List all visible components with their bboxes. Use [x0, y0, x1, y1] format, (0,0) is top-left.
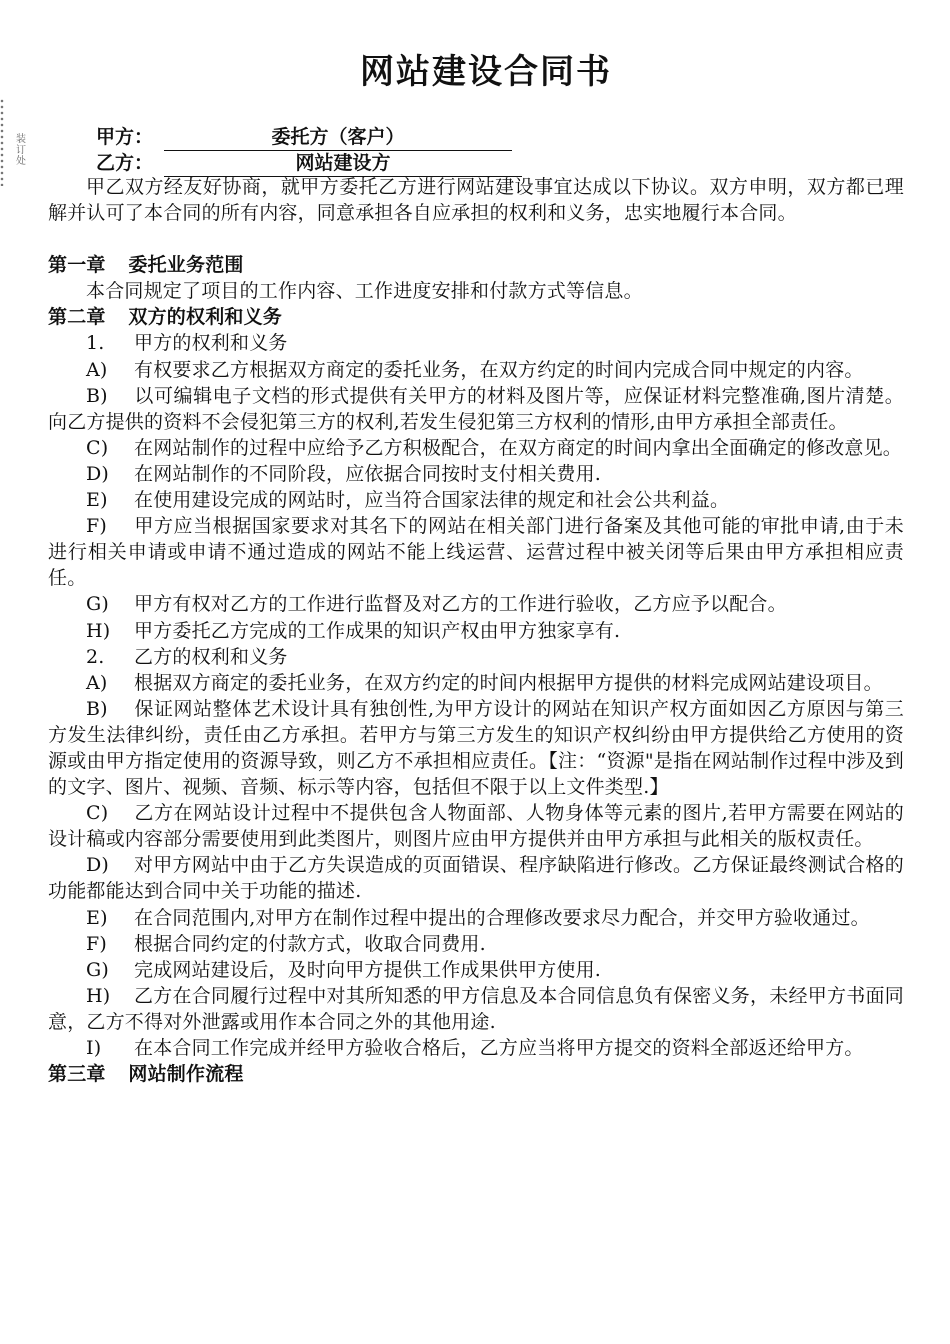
chapter-1-text: 本合同规定了项目的工作内容、工作进度安排和付款方式等信息。: [86, 280, 643, 303]
clause-a-e: [48, 487, 904, 513]
chapter-3-number: 第三章: [48, 1063, 106, 1086]
clause-mark: H): [86, 619, 111, 642]
clause-a-h: [48, 618, 904, 644]
document-title: 网站建设合同书: [360, 52, 612, 92]
clause-text: 在网站制作的不同阶段，应依据合同按时支付相关费用.: [134, 462, 602, 485]
clause-b-d: [48, 852, 904, 904]
clause-text: 有权要求乙方根据双方商定的委托业务，在双方约定的时间内完成合同中规定的内容。: [134, 358, 864, 381]
clause-mark: B): [86, 384, 108, 407]
clause-text: 根据合同约定的付款方式，收取合同费用.: [134, 932, 486, 955]
chapter-2-heading: [48, 304, 904, 330]
chapter-3-title: 网站制作流程: [128, 1063, 244, 1086]
party-b-label: 乙方：: [96, 152, 154, 174]
clause-text: 以可编辑电子文档的形式提供有关甲方的材料及图片等，应保证材料完整准确,图片清楚。向乙方提供的资料不会侵犯第三方的权利,若发生侵犯第三方权利的情形,由甲方承担全部责任。: [48, 384, 904, 433]
chapter-1-title: 委托业务范围: [128, 254, 244, 277]
clause-a-f: [48, 513, 904, 591]
clause-text: 根据双方商定的委托业务，在双方约定的时间内根据甲方提供的材料完成网站建设项目。: [134, 671, 883, 694]
party-a-value: 委托方（客户）: [164, 124, 512, 151]
clause-text: 对甲方网站中由于乙方失误造成的页面错误、程序缺陷进行修改。乙方保证最终测试合格的功能都能达到合同中关于功能的描述.: [48, 854, 904, 903]
chapter-1-heading: [48, 252, 904, 278]
section-2-2-title: 乙方的权利和义务: [134, 645, 288, 668]
clause-text: 甲方有权对乙方的工作进行监督及对乙方的工作进行验收，乙方应予以配合。: [134, 593, 787, 616]
section-2-1-title: 甲方的权利和义务: [134, 332, 288, 355]
chapter-3-heading: [48, 1061, 904, 1087]
clause-text: 在本合同工作完成并经甲方验收合格后，乙方应当将甲方提交的资料全部返还给甲方。: [134, 1037, 864, 1059]
clause-mark: G): [86, 593, 109, 616]
clause-mark: A): [86, 358, 108, 381]
clause-mark: C): [86, 436, 109, 459]
clause-mark: H): [86, 984, 111, 1007]
clause-mark: C): [86, 802, 109, 825]
party-b-value: 网站建设方: [164, 150, 522, 177]
clause-b-h: [48, 983, 904, 1035]
clause-b-a: [48, 670, 904, 696]
chapter-1-number: 第一章: [48, 254, 106, 277]
clause-b-c: [48, 800, 904, 852]
clause-text: 完成网站建设后，及时向甲方提供工作成果供甲方使用.: [134, 958, 602, 981]
clause-mark: D): [86, 854, 110, 877]
clause-text: 在网站制作的过程中应给予乙方积极配合，在双方商定的时间内拿出全面确定的修改意见。: [134, 436, 903, 459]
clause-mark: B): [86, 697, 108, 720]
party-a-line: [96, 124, 405, 150]
clause-mark: F): [86, 515, 107, 538]
party-b-line: [96, 150, 391, 176]
clause-b-e: [48, 905, 904, 931]
clause-text: 在使用建设完成的网站时，应当符合国家法律的规定和社会公共利益。: [134, 489, 730, 512]
chapter-2-title: 双方的权利和义务: [128, 306, 283, 329]
clause-text: 甲方应当根据国家要求对其名下的网站在相关部门进行备案及其他可能的审批申请,由于未进行相关申请或申请不通过造成的网站不能上线运营、运营过程中被关闭等后果由甲方承担相应责任。: [48, 515, 904, 590]
clause-b-g: [48, 957, 904, 983]
clause-mark: I): [86, 1037, 102, 1059]
section-2-1: [48, 330, 904, 356]
contract-body: [48, 174, 904, 1087]
chapter-2-number: 第二章: [48, 306, 106, 329]
clause-mark: A): [86, 671, 108, 694]
clause-text: 乙方在合同履行过程中对其所知悉的甲方信息及本合同信息负有保密义务，未经甲方书面同意，乙方不得对外泄露或用作本合同之外的其他用途.: [48, 984, 904, 1033]
clause-b-f: [48, 931, 904, 957]
preamble: 甲乙双方经友好协商，就甲方委托乙方进行网站建设事宜达成以下协议。双方申明，双方都已理解并认可了本合同的所有内容，同意承担各自应承担的权利和义务，忠实地履行本合同。: [48, 176, 904, 225]
clause-mark: D): [86, 462, 110, 485]
clause-mark: E): [86, 906, 108, 929]
clause-mark: F): [86, 932, 107, 955]
clause-b-i: [48, 1035, 904, 1061]
clause-text: 保证网站整体艺术设计具有独创性,为甲方设计的网站在知识产权方面如因乙方原因与第三方发生法律纠纷，责任由乙方承担。若甲方与第三方发生的知识产权纠纷由甲方提供给乙方使用的资源或由甲方指定使用的资源导致，则乙方不承担相应责任。【注：“资源"是指在网站制作过程中涉及到的文字、图片、视频、音频、标示等内容，包括但不限于以上文件类型.】: [48, 697, 904, 799]
clause-mark: E): [86, 489, 108, 512]
clause-b-b: [48, 696, 904, 800]
clause-a-g: [48, 591, 904, 617]
clause-text: 乙方在网站设计过程中不提供包含人物面部、人物身体等元素的图片,若甲方需要在网站的设计稿或内容部分需要使用到此类图片，则图片应由甲方提供并由甲方承担与此相关的版权责任。: [48, 802, 904, 851]
party-a-label: 甲方：: [96, 126, 154, 148]
clause-a-d: [48, 461, 904, 487]
paragraph-gap: [48, 226, 904, 252]
clause-text: 甲方委托乙方完成的工作成果的知识产权由甲方独家享有.: [134, 619, 621, 642]
clause-a-b: [48, 383, 904, 435]
binding-margin-dots: [0, 98, 4, 186]
clause-a-c: [48, 435, 904, 461]
clause-a-a: [48, 357, 904, 383]
section-2-2: [48, 644, 904, 670]
section-2-2-mark: 2.: [86, 645, 105, 668]
binding-label: 装订处: [16, 134, 26, 167]
clause-mark: G): [86, 958, 109, 981]
section-2-1-mark: 1.: [86, 332, 105, 355]
clause-text: 在合同范围内,对甲方在制作过程中提出的合理修改要求尽力配合，并交甲方验收通过。: [134, 906, 870, 929]
